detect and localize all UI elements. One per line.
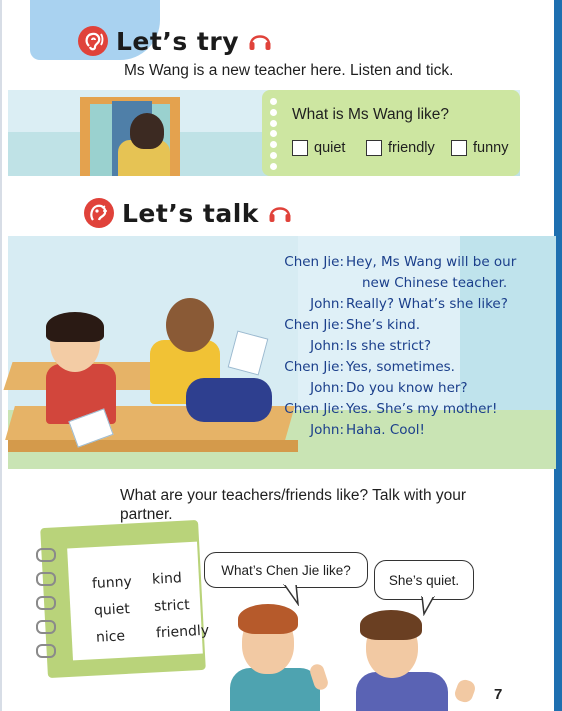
speaker: John:	[310, 296, 344, 312]
option-quiet[interactable]	[292, 140, 345, 156]
bubble-tail	[420, 596, 440, 616]
boy-right-figure	[356, 672, 448, 711]
page-edge-left	[0, 0, 2, 711]
line-text: Is she strict?	[346, 338, 432, 354]
lets-talk-title: Let’s talk	[122, 198, 259, 228]
word-nice: nice	[95, 628, 126, 646]
headphones-icon[interactable]	[247, 28, 273, 54]
lets-try-heading	[78, 26, 273, 56]
boy-right-hair	[360, 610, 422, 640]
lets-try-instruction: Ms Wang is a new teacher here. Listen and tick.	[124, 62, 454, 79]
speaker: Chen Jie:	[284, 359, 344, 375]
speech-bubble-left	[204, 552, 368, 588]
word-kind: kind	[151, 570, 183, 588]
speaker: Chen Jie:	[284, 254, 344, 270]
line-text: Yes, sometimes.	[346, 359, 455, 375]
question-card	[262, 90, 520, 176]
line-text: Haha. Cool!	[346, 422, 425, 438]
word-friendly: friendly	[155, 622, 210, 642]
speaker: Chen Jie:	[284, 317, 344, 333]
card-binding-dots	[270, 98, 278, 170]
bubble-text: She’s quiet.	[388, 572, 460, 588]
checkbox[interactable]	[292, 140, 308, 156]
notebook-ring	[36, 644, 56, 658]
word-strict: strict	[153, 597, 191, 615]
option-funny[interactable]	[451, 140, 508, 156]
line-text: She’s kind.	[346, 317, 421, 333]
listen-icon	[78, 26, 108, 56]
speaker: John:	[310, 380, 344, 396]
checkbox[interactable]	[451, 140, 467, 156]
boy-left-hair	[238, 604, 298, 634]
boy-right-hand	[453, 678, 477, 705]
speech-bubble-right	[374, 560, 474, 600]
option-label: funny	[473, 140, 509, 156]
notebook-ring	[36, 548, 56, 562]
question-text: What is Ms Wang like?	[292, 106, 450, 123]
option-friendly[interactable]	[366, 140, 435, 156]
notebook-ring	[36, 596, 56, 610]
speaker: John:	[310, 422, 344, 438]
schoolbag	[186, 378, 272, 422]
chen-jie-hair	[46, 312, 104, 342]
word-quiet: quiet	[93, 601, 131, 619]
boy-left-figure	[230, 668, 320, 711]
line-text: new Chinese teacher.	[362, 275, 508, 291]
john-face	[166, 298, 214, 352]
bubble-tail	[282, 584, 304, 606]
notebook-ring	[36, 620, 56, 634]
checkbox[interactable]	[366, 140, 382, 156]
bubble-text: What’s Chen Jie like?	[221, 562, 351, 578]
lets-talk-heading	[84, 198, 293, 228]
line-text: Hey, Ms Wang will be our	[346, 254, 517, 270]
speaker: John:	[310, 338, 344, 354]
word-funny: funny	[91, 573, 133, 593]
talk-icon	[84, 198, 114, 228]
lets-try-title: Let’s try	[116, 26, 239, 56]
page-number: 7	[494, 686, 503, 703]
speaker: Chen Jie:	[284, 401, 344, 417]
headphones-icon[interactable]	[267, 200, 293, 226]
pair-instruction-line1: What are your teachers/friends like? Talk with your	[120, 487, 467, 504]
line-text: Yes. She’s my mother!	[346, 401, 498, 417]
option-label: friendly	[388, 140, 435, 156]
line-text: Really? What’s she like?	[346, 296, 508, 312]
desk-edge	[8, 440, 298, 452]
notebook-ring	[36, 572, 56, 586]
line-text: Do you know her?	[346, 380, 468, 396]
ms-wang-hair	[130, 113, 164, 149]
option-label: quiet	[314, 140, 346, 156]
pair-instruction-line2: partner.	[120, 506, 173, 523]
